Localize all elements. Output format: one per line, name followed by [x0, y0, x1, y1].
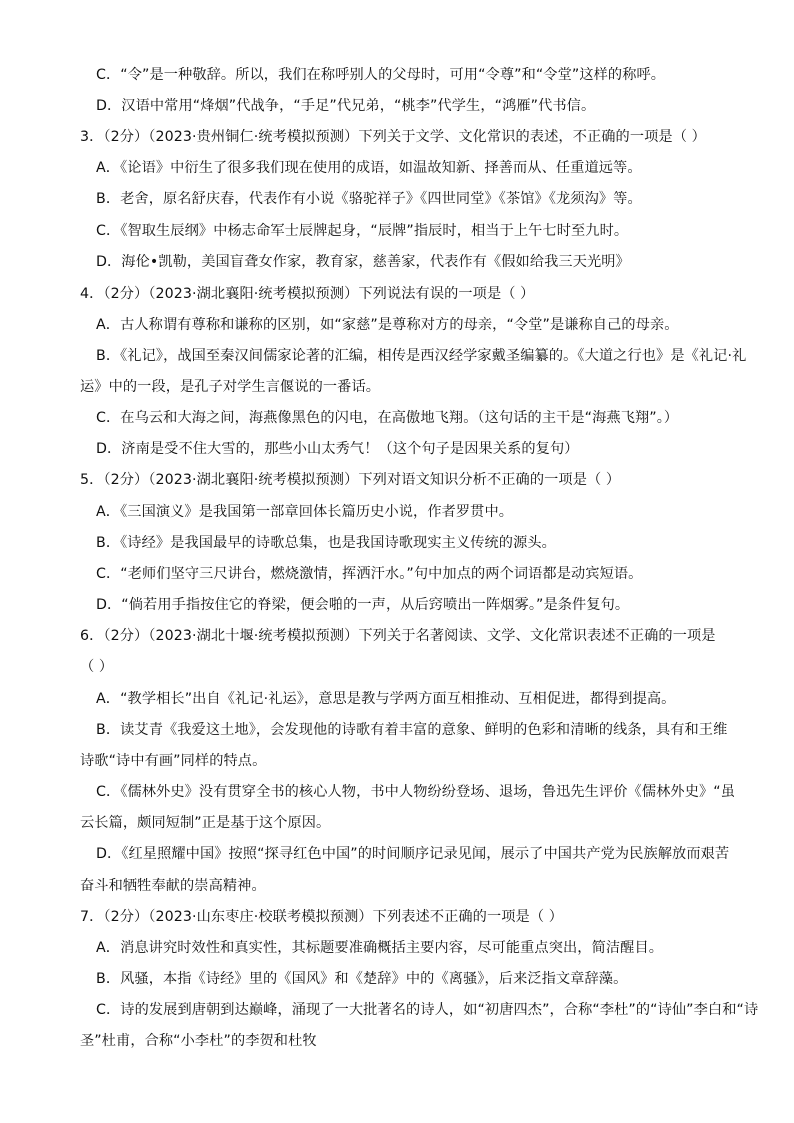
- q6-option-d: D．《红星照耀中国》按照“探寻红色中国”的时间顺序记录见闻，展示了中国共产党为民族解放而艰苦: [96, 846, 730, 862]
- q7-stem: 7．（2分）（2023·山东枣庄·校联考模拟预测）下列表述不正确的一项是（ ）: [80, 909, 564, 925]
- q4-option-d: D．济南是受不住大雪的，那些小山太秀气！（这个句子是因果关系的复句）: [96, 441, 579, 457]
- q6-option-c: C．《儒林外史》没有贯穿全书的核心人物，书中人物纷纷登场、退场，鲁迅先生评价《儒林外史》“虽: [96, 784, 736, 800]
- q5-option-b: B．《诗经》是我国最早的诗歌总集，也是我国诗歌现实主义传统的源头。: [96, 535, 556, 551]
- q7-option-b: B．风骚，本指《诗经》里的《国风》和《楚辞》中的《离骚》，后来泛指文章辞藻。: [96, 971, 628, 987]
- q5-stem: 5．（2分）（2023·湖北襄阳·统考模拟预测）下列对语文知识分析不正确的一项是（ ）: [80, 472, 621, 488]
- q4-option-a: A．古人称谓有尊称和谦称的区别，如“家慈”是尊称对方的母亲，“令堂”是谦称自己的母亲。: [96, 317, 679, 333]
- q6-option-a: A．“教学相长”出自《礼记·礼运》，意思是教与学两方面互相推动、互相促进，都得到提高。: [96, 691, 676, 707]
- q4-option-b-continued: 运》中的一段，是孔子对学生言偃说的一番话。: [80, 379, 381, 395]
- q6-option-d-continued: 奋斗和牺牲奉献的崇高精神。: [80, 878, 266, 894]
- q6-answer-parentheses: （ ）: [80, 659, 114, 675]
- q5-option-c: C．“老师们坚守三尺讲台，燃烧激情，挥洒汗水。”句中加点的两个词语都是动宾短语。: [96, 566, 643, 582]
- q3-stem: 3．（2分）（2023·贵州铜仁·统考模拟预测）下列关于文学、文化常识的表述，不正确的一项是（ ）: [80, 129, 706, 145]
- q4-option-c: C．在乌云和大海之间，海燕像黑色的闪电，在高傲地飞翔。（这句话的主干是“海燕飞翔”。）: [96, 410, 679, 426]
- q3-option-d: D．海伦•凯勒，美国盲聋女作家，教育家，慈善家，代表作有《假如给我三天光明》: [96, 254, 630, 270]
- q2-option-c: C．“令”是一种敬辞。所以，我们在称呼别人的父母时，可用“令尊”和“令堂”这样的称呼。: [96, 67, 666, 83]
- q4-option-b: B．《礼记》，战国至秦汉间儒家论著的汇编，相传是西汉经学家戴圣编纂的。《大道之行也》是《礼记·礼: [96, 348, 747, 364]
- q6-option-b-continued: 诗歌“诗中有画”同样的特点。: [80, 753, 267, 769]
- q6-option-c-continued: 云长篇，颇同短制”正是基于这个原因。: [80, 815, 331, 831]
- q5-option-d: D．“倘若用手指按住它的脊梁，便会啪的一声，从后窍喷出一阵烟雾。”是条件复句。: [96, 597, 630, 613]
- q6-stem: 6．（2分）（2023·湖北十堰·统考模拟预测）下列关于名著阅读、文学、文化常识表述不正确的一项是: [80, 628, 716, 644]
- q6-option-b: B．读艾青《我爱这土地》，会发现他的诗歌有着丰富的意象、鲜明的色彩和清晰的线条，具有和王维: [96, 722, 728, 738]
- q7-option-c: C．诗的发展到唐朝到达巅峰，涌现了一大批著名的诗人，如“初唐四杰”，合称“李杜”的“诗仙”李白和“诗: [96, 1002, 759, 1018]
- q7-option-a: A．消息讲究时效性和真实性，其标题要准确概括主要内容，尽可能重点突出，简洁醒目。: [96, 940, 664, 956]
- q2-option-d: D．汉语中常用“烽烟”代战争，“手足”代兄弟，“桃李”代学生，“鸿雁”代书信。: [96, 98, 596, 114]
- q5-option-a: A．《三国演义》是我国第一部章回体长篇历史小说，作者罗贯中。: [96, 504, 514, 520]
- q3-option-a: A．《论语》中衍生了很多我们现在使用的成语，如温故知新、择善而从、任重道远等。: [96, 160, 642, 176]
- q3-option-b: B．老舍，原名舒庆春，代表作有小说《骆驼祥子》《四世同堂》《茶馆》《龙须沟》等。: [96, 191, 642, 207]
- q3-option-c: C．《智取生辰纲》中杨志命军士辰牌起身，“辰牌”指辰时，相当于上午七时至九时。: [96, 223, 629, 239]
- q7-option-c-continued: 圣”杜甫，合称“小李杜”的李贺和杜牧: [80, 1033, 317, 1049]
- q4-stem: 4．（2分）（2023·湖北襄阳·统考模拟预测）下列说法有误的一项是（ ）: [80, 286, 535, 302]
